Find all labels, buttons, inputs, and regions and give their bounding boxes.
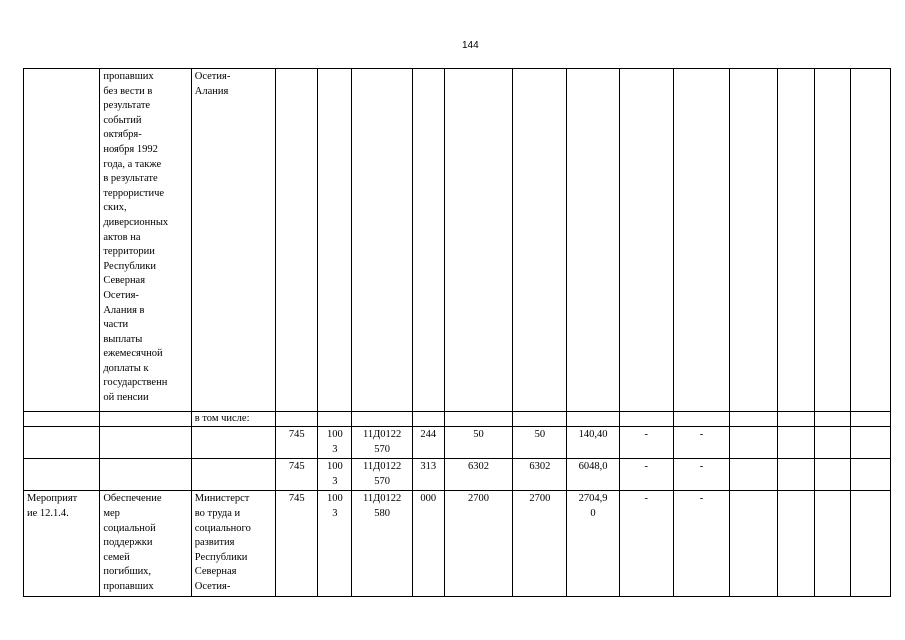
table-cell — [100, 459, 191, 491]
table-cell: 6302 — [513, 459, 567, 491]
table-cell — [814, 459, 850, 491]
table-cell — [619, 412, 673, 427]
table-cell — [778, 412, 814, 427]
table-cell: 6048,0 — [567, 459, 619, 491]
table-cell: - — [673, 491, 729, 596]
table-cell: 11Д0122 580 — [352, 491, 412, 596]
table-cell — [444, 69, 512, 412]
table-cell: - — [673, 459, 729, 491]
table-cell — [778, 459, 814, 491]
table-row — [24, 459, 891, 491]
table-cell — [850, 412, 890, 427]
table-cell: 2700 — [513, 491, 567, 596]
table-cell — [412, 412, 444, 427]
table-cell — [850, 459, 890, 491]
table-cell — [778, 491, 814, 596]
page-number: 144 — [462, 40, 479, 51]
table-row — [24, 491, 891, 596]
table-cell: пропавших без вести в результате событий октября- ноября 1992 года, а также в результате террористиче ских, диверсионных актов на территории Республики Северная Осетия- Алания в части выплаты ежемесячной доплаты к государственн ой пенсии — [100, 69, 191, 412]
table-cell — [24, 69, 100, 412]
table-cell — [814, 69, 850, 412]
table-cell: 745 — [276, 491, 318, 596]
table-cell — [567, 69, 619, 412]
table-cell: - — [619, 491, 673, 596]
table-cell — [730, 427, 778, 459]
table-cell: 11Д0122 570 — [352, 427, 412, 459]
table-cell — [730, 459, 778, 491]
table-cell — [673, 69, 729, 412]
table-cell — [814, 491, 850, 596]
table-cell — [276, 412, 318, 427]
table-cell: Осетия- Алания — [191, 69, 275, 412]
table-cell — [850, 69, 890, 412]
table-cell: 745 — [276, 459, 318, 491]
table-cell — [850, 427, 890, 459]
table-cell: Обеспечение мер социальной поддержки семей погибших, пропавших — [100, 491, 191, 596]
table-row — [24, 69, 891, 412]
table-cell: 2700 — [444, 491, 512, 596]
table-cell: Министерст во труда и социального развития Республики Северная Осетия- — [191, 491, 275, 596]
table-cell: 140,40 — [567, 427, 619, 459]
table-cell — [352, 412, 412, 427]
table-cell — [276, 69, 318, 412]
table-cell: 313 — [412, 459, 444, 491]
table-cell — [100, 427, 191, 459]
table-cell: 100 3 — [318, 427, 352, 459]
table-cell — [191, 459, 275, 491]
table-cell: 2704,9 0 — [567, 491, 619, 596]
table-cell — [318, 412, 352, 427]
table-cell: - — [673, 427, 729, 459]
table-cell — [444, 412, 512, 427]
table-cell — [318, 69, 352, 412]
table-cell: 244 — [412, 427, 444, 459]
table-cell — [24, 427, 100, 459]
table-cell: 745 — [276, 427, 318, 459]
table-cell: Мероприят ие 12.1.4. — [24, 491, 100, 596]
table-cell — [100, 412, 191, 427]
table-cell: 000 — [412, 491, 444, 596]
table-cell: - — [619, 459, 673, 491]
table-cell: 100 3 — [318, 491, 352, 596]
table-cell: 6302 — [444, 459, 512, 491]
table-cell: 50 — [444, 427, 512, 459]
table-cell: в том числе: — [191, 412, 275, 427]
table-cell — [24, 412, 100, 427]
table-cell — [513, 69, 567, 412]
table-cell — [814, 427, 850, 459]
table-cell — [24, 459, 100, 491]
table-cell: 50 — [513, 427, 567, 459]
table-cell — [730, 69, 778, 412]
table-cell: 100 3 — [318, 459, 352, 491]
table-row — [24, 427, 891, 459]
table-cell — [814, 412, 850, 427]
table-cell — [778, 69, 814, 412]
table-cell — [412, 69, 444, 412]
table-cell — [352, 69, 412, 412]
table-cell: - — [619, 427, 673, 459]
table-cell: 11Д0122 570 — [352, 459, 412, 491]
table-cell — [619, 69, 673, 412]
table-cell — [191, 427, 275, 459]
table-cell — [513, 412, 567, 427]
budget-table — [23, 68, 891, 597]
table-cell — [778, 427, 814, 459]
table-cell — [567, 412, 619, 427]
table-cell — [730, 412, 778, 427]
table-cell — [673, 412, 729, 427]
table-row — [24, 412, 891, 427]
table-cell — [850, 491, 890, 596]
table-cell — [730, 491, 778, 596]
